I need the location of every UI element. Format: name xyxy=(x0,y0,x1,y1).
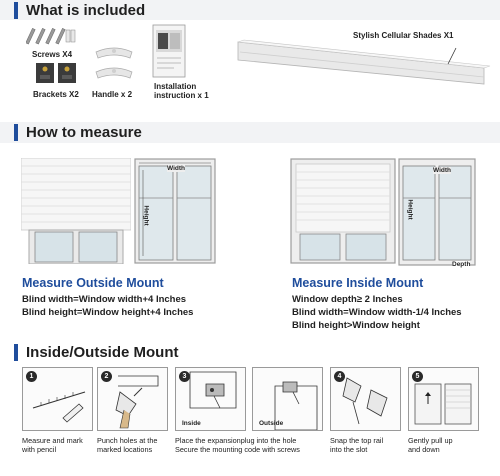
shade-rail-image xyxy=(234,38,496,94)
height-label-outside: Height xyxy=(142,205,150,226)
mount-header xyxy=(0,342,500,362)
step-3-outside-panel xyxy=(252,367,323,431)
inside-mount-line-1: Window depth≥ 2 Inches xyxy=(292,294,403,305)
outside-mount-shade-window xyxy=(21,158,131,264)
screws-image xyxy=(26,26,76,48)
pull-shade-icon xyxy=(409,368,479,431)
section-title-measure: How to measure xyxy=(26,124,142,141)
step-5-caption-2: and down xyxy=(408,445,440,454)
measuring-tape-icon xyxy=(23,368,93,431)
outside-label: Outside xyxy=(259,420,284,427)
snap-rail-icon xyxy=(331,368,401,431)
outside-mount-line-2: Blind height=Window height+4 Inches xyxy=(22,307,194,318)
step-4-number: 4 xyxy=(334,371,345,382)
instruction-label-1: Installation xyxy=(154,82,197,91)
inside-mount-title: Measure Inside Mount xyxy=(292,276,424,290)
step-4-caption-2: into the slot xyxy=(330,445,368,454)
measure-header xyxy=(0,122,500,143)
inside-label: Inside xyxy=(182,420,201,427)
step-3-caption-1: Place the expansionplug into the hole xyxy=(175,436,297,445)
shades-label: Stylish Cellular Shades X1 xyxy=(353,31,454,40)
step-4-panel xyxy=(330,367,401,431)
step-2-caption-1: Punch holes at the xyxy=(97,436,158,445)
height-label-inside: Height xyxy=(406,199,414,220)
inside-mount-line-2: Blind width=Window width-1/4 Inches xyxy=(292,307,462,318)
included-header xyxy=(0,0,500,20)
inside-mount-shade-window xyxy=(290,158,396,264)
drill-icon xyxy=(98,368,168,431)
step-1-caption-1: Measure and mark xyxy=(22,436,83,445)
width-label-outside: Width xyxy=(167,165,185,172)
outside-mount-title: Measure Outside Mount xyxy=(22,276,164,290)
section-accent-bar xyxy=(14,344,18,361)
step-5-number: 5 xyxy=(412,371,423,382)
step-2-number: 2 xyxy=(101,371,112,382)
width-label-inside: Width xyxy=(433,167,451,174)
step-3-number: 3 xyxy=(179,371,190,382)
section-accent-bar xyxy=(14,124,18,141)
brackets-image xyxy=(34,60,78,86)
step-5-panel xyxy=(408,367,479,431)
handles-image xyxy=(92,42,136,86)
screws-label: Screws X4 xyxy=(32,50,73,59)
brackets-label: Brackets X2 xyxy=(33,90,79,99)
step-5-caption-1: Gently pull up xyxy=(408,436,453,445)
step-1-number: 1 xyxy=(26,371,37,382)
step-4-caption-1: Snap the top rail xyxy=(330,436,384,445)
handle-label: Handle x 2 xyxy=(92,90,133,99)
inside-mount-line-3: Blind height>Window height xyxy=(292,320,420,331)
step-3-inside-panel xyxy=(175,367,246,431)
depth-label: Depth xyxy=(452,261,471,268)
step-2-caption-2: marked locations xyxy=(97,445,153,454)
section-title-included: What is included xyxy=(26,1,146,19)
section-title-mount: Inside/Outside Mount xyxy=(26,343,179,361)
section-accent-bar xyxy=(14,2,18,19)
step-3-caption-2: Secure the mounting code with screws xyxy=(175,445,300,454)
instruction-booklet-image xyxy=(152,24,186,78)
instruction-label-2: instruction x 1 xyxy=(154,91,209,100)
step-1-caption-2: with pencil xyxy=(22,445,57,454)
step-2-panel xyxy=(97,367,168,431)
step-1-panel xyxy=(22,367,93,431)
outside-mount-line-1: Blind width=Window width+4 Inches xyxy=(22,294,187,305)
